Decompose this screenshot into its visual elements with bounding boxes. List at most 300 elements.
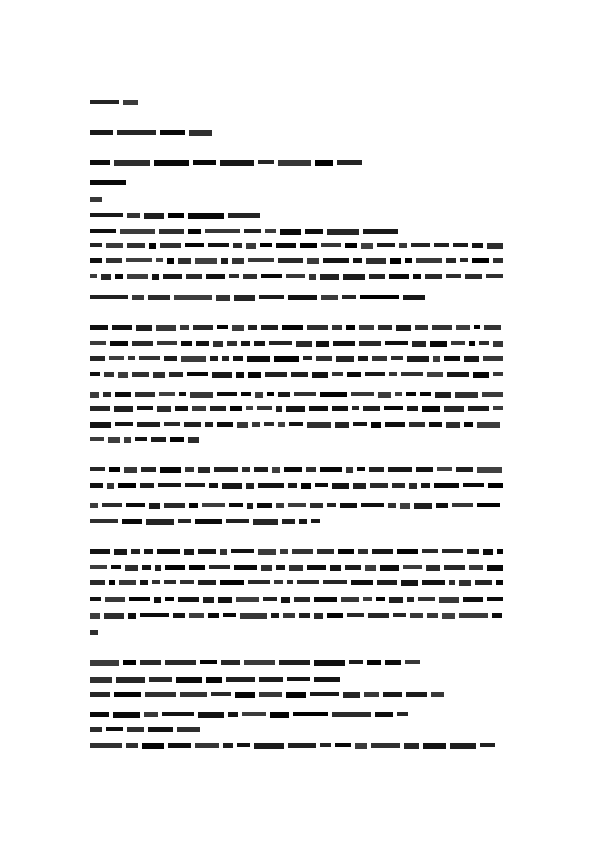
- text-word: [287, 677, 310, 681]
- text-word: [434, 483, 459, 488]
- text-word: [487, 565, 503, 571]
- text-word: [310, 503, 323, 508]
- text-word: [157, 406, 171, 412]
- text-word: [314, 597, 337, 602]
- text-word: [300, 243, 317, 248]
- text-word: [246, 406, 253, 410]
- text-word: [418, 597, 435, 601]
- text-word: [360, 295, 399, 299]
- text-word: [353, 483, 366, 489]
- text-word: [455, 392, 478, 398]
- text-word: [156, 325, 176, 331]
- text-word: [380, 565, 399, 571]
- text-word: [185, 483, 205, 487]
- text-word: [104, 613, 124, 619]
- text-word: [127, 727, 144, 732]
- text-word: [261, 565, 272, 571]
- text-word: [155, 565, 161, 571]
- text-word: [246, 483, 254, 489]
- text-word: [401, 580, 418, 586]
- text-word: [154, 160, 189, 166]
- text-word: [422, 549, 438, 553]
- text-word: [90, 213, 123, 217]
- text-line: [90, 213, 260, 219]
- text-word: [118, 483, 136, 488]
- text-word: [90, 437, 104, 441]
- text-word: [208, 243, 229, 247]
- text-word: [90, 613, 100, 619]
- text-word: [106, 258, 122, 263]
- text-word: [332, 712, 371, 717]
- text-line: [90, 392, 503, 398]
- text-line: [90, 325, 503, 331]
- text-word: [206, 274, 225, 279]
- text-word: [346, 325, 355, 330]
- text-word: [332, 325, 342, 330]
- text-word: [168, 743, 191, 748]
- text-word: [232, 325, 244, 331]
- text-word: [327, 613, 343, 618]
- text-word: [158, 483, 181, 487]
- text-word: [287, 580, 293, 584]
- text-word: [160, 467, 181, 473]
- text-word: [351, 392, 374, 396]
- text-line: [90, 580, 503, 586]
- text-word: [90, 243, 102, 247]
- text-word: [389, 372, 397, 376]
- text-word: [198, 549, 216, 554]
- text-word: [316, 341, 329, 347]
- text-word: [188, 229, 201, 234]
- text-word: [311, 519, 320, 523]
- text-word: [315, 483, 328, 487]
- text-word: [222, 356, 229, 361]
- text-word: [413, 274, 421, 279]
- text-word: [221, 660, 240, 665]
- text-word: [110, 341, 128, 346]
- text-word: [421, 483, 430, 488]
- text-word: [195, 743, 219, 748]
- text-word: [447, 372, 469, 377]
- text-word: [184, 549, 194, 555]
- text-word: [444, 565, 465, 570]
- text-word: [90, 274, 97, 278]
- text-word: [291, 372, 308, 377]
- text-word: [365, 565, 376, 571]
- text-word: [253, 519, 278, 525]
- text-word: [303, 356, 312, 360]
- text-word: [165, 565, 185, 570]
- text-word: [305, 229, 323, 234]
- text-word: [135, 392, 155, 397]
- text-line: [90, 630, 98, 636]
- text-word: [213, 341, 223, 347]
- text-word: [401, 372, 423, 376]
- text-word: [341, 597, 359, 602]
- text-word: [116, 677, 145, 683]
- text-word: [195, 519, 222, 524]
- text-word: [315, 160, 333, 166]
- text-word: [175, 406, 188, 411]
- text-word: [477, 503, 500, 507]
- text-word: [120, 229, 155, 234]
- text-word: [258, 160, 274, 164]
- text-word: [181, 356, 206, 362]
- text-word: [323, 258, 349, 263]
- text-word: [335, 743, 351, 747]
- text-word: [247, 503, 253, 509]
- text-word: [488, 483, 503, 488]
- text-word: [337, 160, 362, 165]
- text-word: [145, 692, 176, 697]
- text-word: [436, 503, 448, 508]
- text-word: [127, 213, 140, 218]
- text-word: [333, 341, 355, 346]
- text-word: [377, 243, 395, 247]
- text-word: [157, 341, 177, 345]
- text-word: [463, 597, 483, 602]
- text-word: [178, 519, 191, 523]
- text-word: [431, 692, 444, 697]
- text-word: [406, 392, 416, 396]
- text-word: [105, 597, 125, 602]
- text-word: [272, 467, 280, 473]
- text-word: [372, 356, 387, 361]
- text-word: [208, 613, 219, 618]
- text-word: [351, 580, 373, 585]
- text-word: [234, 565, 257, 570]
- text-line: [90, 503, 503, 509]
- text-word: [407, 406, 418, 411]
- text-word: [269, 341, 292, 345]
- text-word: [242, 712, 266, 716]
- text-word: [278, 422, 285, 427]
- text-word: [115, 274, 123, 279]
- text-word: [220, 160, 254, 166]
- text-word: [265, 372, 287, 377]
- text-word: [426, 565, 440, 571]
- text-word: [286, 274, 305, 278]
- text-word: [453, 243, 468, 247]
- text-word: [486, 274, 503, 278]
- text-line: [90, 160, 362, 166]
- text-word: [259, 692, 282, 697]
- text-word: [180, 692, 207, 697]
- text-word: [400, 503, 410, 509]
- text-word: [90, 422, 111, 428]
- text-word: [297, 580, 319, 584]
- text-word: [472, 243, 483, 248]
- text-word: [140, 580, 148, 585]
- text-word: [415, 325, 428, 330]
- text-word: [214, 467, 238, 472]
- text-word: [282, 519, 295, 524]
- text-word: [159, 229, 184, 234]
- text-word: [244, 229, 261, 233]
- text-word: [241, 341, 250, 346]
- text-word: [378, 325, 392, 330]
- text-word: [210, 356, 218, 361]
- text-word: [244, 660, 275, 665]
- text-word: [397, 549, 418, 554]
- text-word: [259, 295, 284, 299]
- text-word: [196, 341, 209, 346]
- text-word: [113, 712, 140, 718]
- text-word: [102, 503, 122, 507]
- text-word: [487, 597, 503, 601]
- text-word: [320, 743, 331, 747]
- text-word: [314, 677, 340, 682]
- text-word: [188, 213, 224, 219]
- text-word: [252, 422, 260, 427]
- text-word: [217, 422, 233, 427]
- text-word: [442, 613, 455, 619]
- text-word: [229, 274, 239, 278]
- text-word: [90, 597, 101, 601]
- text-word: [159, 392, 175, 396]
- text-word: [283, 613, 295, 618]
- text-word: [327, 503, 336, 507]
- text-word: [132, 341, 153, 346]
- text-word: [223, 743, 233, 748]
- text-word: [109, 467, 120, 472]
- text-word: [90, 503, 98, 508]
- text-word: [131, 549, 140, 554]
- text-word: [90, 630, 98, 635]
- text-word: [90, 258, 102, 263]
- text-word: [342, 295, 356, 299]
- text-word: [177, 727, 200, 732]
- text-line: [90, 613, 503, 619]
- text-word: [446, 274, 461, 278]
- text-word: [288, 743, 316, 748]
- text-line: [90, 437, 200, 443]
- text-word: [340, 503, 357, 508]
- text-word: [173, 613, 185, 618]
- text-word: [202, 503, 225, 507]
- text-word: [276, 565, 285, 570]
- text-word: [393, 613, 406, 617]
- text-word: [359, 341, 381, 346]
- text-word: [306, 467, 316, 472]
- text-word: [221, 258, 228, 264]
- text-word: [217, 325, 228, 329]
- text-word: [142, 565, 151, 570]
- text-word: [474, 325, 480, 329]
- text-word: [286, 406, 305, 412]
- text-word: [178, 597, 199, 602]
- text-word: [276, 243, 296, 248]
- text-word: [395, 392, 402, 396]
- text-word: [137, 406, 153, 410]
- text-word: [343, 274, 365, 280]
- text-word: [327, 229, 359, 235]
- text-word: [487, 243, 503, 249]
- text-word: [164, 356, 177, 361]
- text-word: [260, 243, 272, 247]
- text-word: [390, 258, 401, 264]
- text-word: [115, 422, 133, 426]
- text-word: [296, 341, 312, 347]
- text-word: [385, 660, 401, 665]
- text-word: [473, 372, 489, 378]
- text-word: [414, 503, 432, 509]
- text-word: [152, 580, 160, 584]
- text-word: [174, 295, 212, 300]
- text-line: [90, 519, 320, 525]
- text-word: [90, 100, 119, 104]
- text-word: [372, 549, 393, 554]
- text-word: [126, 503, 145, 507]
- text-word: [185, 243, 204, 247]
- text-word: [90, 565, 107, 569]
- text-word: [371, 422, 381, 428]
- text-word: [411, 243, 430, 247]
- text-word: [366, 258, 386, 264]
- text-word: [114, 406, 133, 412]
- text-word: [103, 392, 111, 397]
- text-word: [90, 160, 110, 165]
- text-word: [416, 258, 442, 263]
- text-word: [90, 356, 105, 361]
- text-word: [261, 325, 278, 330]
- text-word: [289, 565, 303, 571]
- text-word: [330, 565, 341, 571]
- text-word: [338, 549, 354, 554]
- text-word: [363, 406, 380, 411]
- text-word: [335, 422, 349, 428]
- text-word: [237, 743, 250, 747]
- text-word: [90, 341, 106, 345]
- text-word: [135, 437, 147, 441]
- text-word: [115, 392, 131, 397]
- text-word: [316, 356, 332, 361]
- text-word: [109, 580, 115, 585]
- text-word: [416, 467, 433, 472]
- text-word: [106, 243, 123, 248]
- text-word: [361, 243, 373, 249]
- text-word: [365, 372, 385, 376]
- text-word: [232, 258, 244, 264]
- text-word: [385, 422, 405, 427]
- text-word: [452, 503, 473, 507]
- text-line: [90, 483, 503, 489]
- text-word: [132, 372, 149, 377]
- text-word: [165, 597, 174, 601]
- text-word: [195, 258, 217, 264]
- text-word: [122, 519, 142, 524]
- text-word: [149, 503, 160, 509]
- text-word: [355, 743, 367, 749]
- text-line: [90, 100, 138, 106]
- text-word: [136, 325, 152, 331]
- text-word: [90, 467, 105, 471]
- text-word: [222, 483, 242, 489]
- text-word: [437, 467, 452, 471]
- text-word: [467, 549, 479, 554]
- text-word: [469, 341, 475, 346]
- text-word: [254, 467, 268, 472]
- text-word: [464, 356, 479, 362]
- text-word: [399, 243, 407, 248]
- text-word: [353, 422, 367, 426]
- text-word: [376, 597, 385, 601]
- text-word: [420, 392, 431, 396]
- text-word: [209, 565, 230, 569]
- text-word: [162, 712, 194, 716]
- text-word: [292, 549, 313, 554]
- text-word: [439, 597, 459, 603]
- text-word: [90, 130, 113, 135]
- text-word: [432, 325, 452, 330]
- text-word: [407, 356, 429, 362]
- text-word: [164, 503, 185, 508]
- text-word: [320, 274, 339, 280]
- text-word: [114, 549, 127, 555]
- text-word: [137, 422, 160, 427]
- text-line: [90, 565, 503, 571]
- text-word: [444, 406, 464, 412]
- text-word: [264, 422, 274, 426]
- text-word: [106, 727, 123, 731]
- text-word: [148, 727, 173, 732]
- text-word: [358, 356, 368, 361]
- text-line: [90, 130, 212, 136]
- text-word: [388, 503, 396, 508]
- text-word: [157, 549, 180, 554]
- text-word: [123, 660, 136, 665]
- text-word: [423, 743, 446, 749]
- text-word: [169, 372, 183, 377]
- text-word: [280, 549, 288, 554]
- text-word: [384, 406, 403, 410]
- text-word: [90, 743, 122, 748]
- text-word: [310, 692, 339, 696]
- text-word: [228, 712, 238, 717]
- text-line: [90, 243, 503, 249]
- text-word: [430, 341, 447, 347]
- text-word: [235, 692, 255, 698]
- text-word: [140, 660, 161, 665]
- text-word: [119, 580, 136, 585]
- text-word: [294, 392, 316, 396]
- text-word: [392, 483, 405, 488]
- text-word: [144, 712, 158, 717]
- text-word: [280, 229, 301, 235]
- text-word: [90, 372, 100, 376]
- text-word: [146, 519, 174, 525]
- text-line: [90, 422, 503, 428]
- text-word: [276, 503, 284, 508]
- text-word: [90, 727, 102, 732]
- text-word: [314, 660, 345, 666]
- text-word: [343, 692, 360, 698]
- text-word: [111, 565, 121, 569]
- text-word: [248, 258, 274, 262]
- text-word: [123, 100, 138, 105]
- text-word: [226, 677, 255, 682]
- text-word: [205, 229, 240, 233]
- text-word: [140, 613, 169, 617]
- text-word: [186, 274, 202, 279]
- text-word: [459, 613, 488, 618]
- text-word: [101, 274, 111, 280]
- text-word: [153, 372, 165, 378]
- text-word: [179, 392, 186, 396]
- text-word: [442, 549, 463, 553]
- text-word: [220, 549, 227, 555]
- text-word: [317, 549, 334, 554]
